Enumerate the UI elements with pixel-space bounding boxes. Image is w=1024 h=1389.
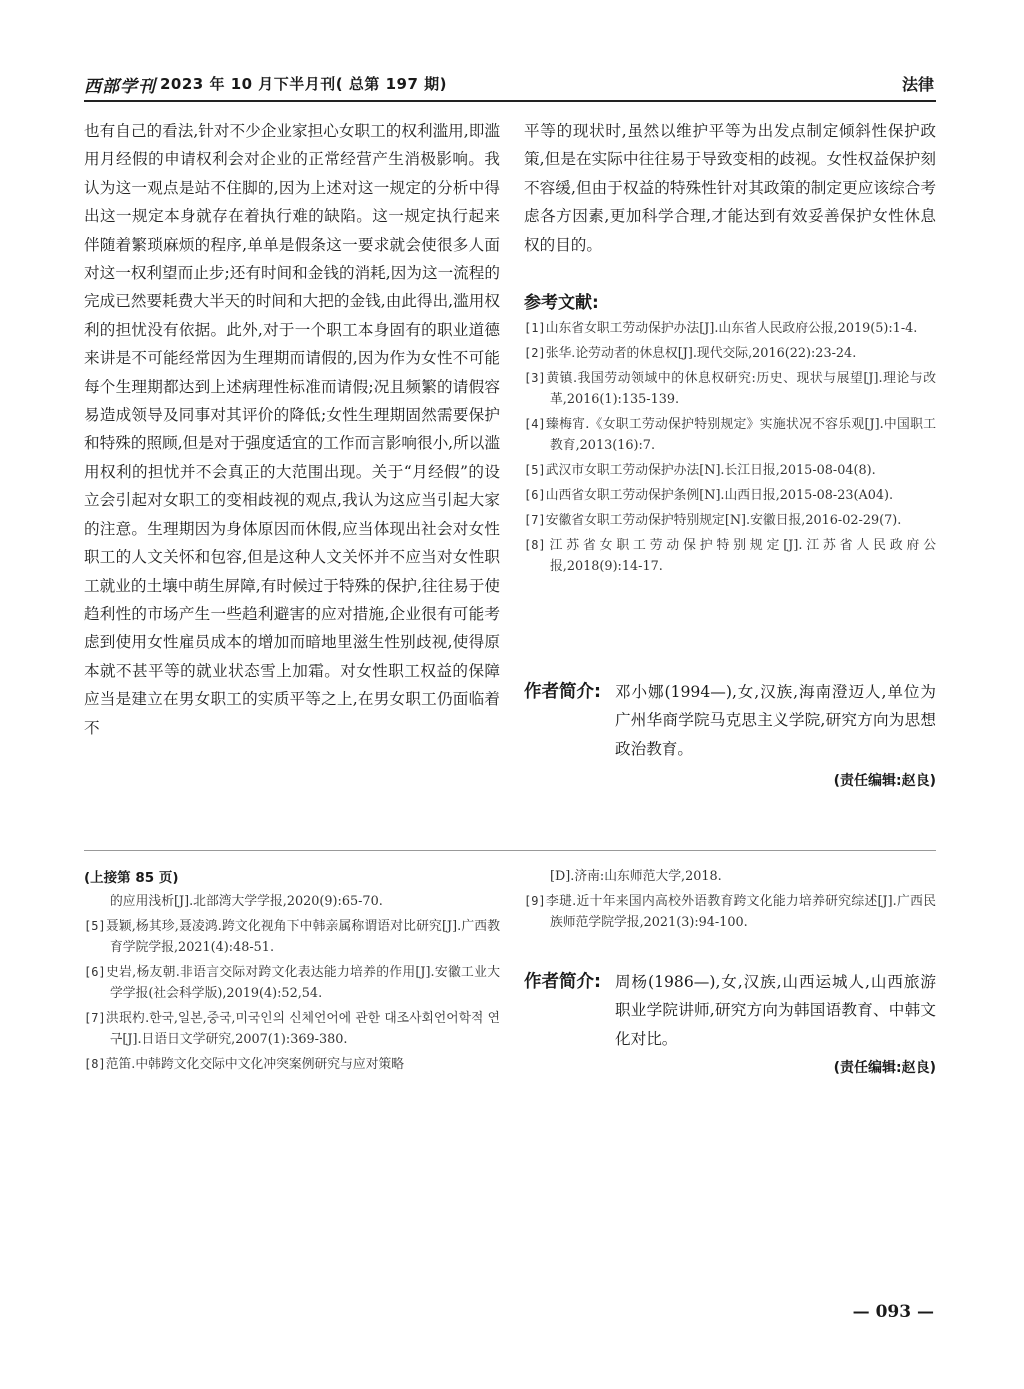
reference-number: [8] — [84, 1057, 106, 1071]
reference-text: 臻梅宵.《女职工劳动保护特别规定》实施状况不容乐观[J].中国职工教育,2013(16):7. — [545, 417, 936, 453]
reference-number: [1] — [524, 321, 546, 335]
header-rule — [84, 100, 936, 102]
author-bio-text: 周杨(1986—),女,汉族,山西运城人,山西旅游职业学院讲师,研究方向为韩国语教育、中韩文化对比。 — [615, 973, 936, 1048]
reference-text: 史岩,杨友朝.非语言交际对跨文化表达能力培养的作用[J].安徽工业大学学报(社会科学版),2019(4):52,54. — [105, 965, 500, 1001]
section-title: 法律 — [901, 75, 934, 94]
continued-right-first-line: [D].济南:山东师范大学,2018. — [550, 869, 722, 884]
author-bio-bottom — [524, 968, 936, 1048]
reference-item — [524, 510, 936, 531]
reference-item — [84, 1054, 500, 1075]
continued-references-left — [84, 916, 500, 1079]
reference-item — [524, 368, 936, 410]
reference-number: [7] — [524, 513, 546, 527]
reference-number: [8] — [524, 538, 546, 552]
author-bio-label: 作者简介: — [524, 972, 601, 992]
reference-number: [4] — [524, 417, 546, 431]
reference-item — [524, 891, 936, 933]
reference-item — [524, 414, 936, 456]
reference-number: [5] — [84, 919, 106, 933]
reference-text: 洪珉杓.한국,일본,중국,미국인의 신체언어에 관한 대조사회언어학적 연구[J].日语日文学研究,2007(1):369-380. — [105, 1011, 500, 1047]
reference-text: 武汉市女职工劳动保护办法[N].长江日报,2015-08-04(8). — [545, 463, 876, 478]
reference-number: [5] — [524, 463, 546, 477]
author-bio-label: 作者简介: — [524, 682, 601, 702]
reference-number: [7] — [84, 1011, 106, 1025]
reference-text: 黄镇.我国劳动领域中的休息权研究:历史、现状与展望[J].理论与改革,2016(1):135-139. — [545, 371, 936, 407]
journal-logo: 西部学刊 — [84, 77, 156, 97]
reference-item — [84, 916, 500, 958]
reference-text: 范笛.中韩跨文化交际中文化冲突案例研究与应对策略 — [105, 1057, 405, 1072]
body-text-right: 平等的现状时,虽然以维护平等为出发点制定倾斜性保护政策,但是在实际中往往易于导致变相的歧视。女性权益保护刻不容缓,但由于权益的特殊性针对其政策的制定更应该综合考虑各方因素,更加科学合理,才能达到有效妥善保护女性休息权的目的。 — [524, 122, 936, 254]
references-title: 参考文献: — [524, 293, 599, 313]
author-bio-top — [524, 678, 936, 758]
reference-number: [9] — [524, 894, 546, 908]
reference-item — [84, 962, 500, 1004]
issue-info: 2023 年 10 月下半月刊( 总第 197 期) — [160, 75, 447, 93]
reference-text: 安徽省女职工劳动保护特别规定[N].安徽日报,2016-02-29(7). — [545, 513, 902, 528]
reference-number: [2] — [524, 346, 546, 360]
editor-credit-top: (责任编辑:赵良) — [833, 773, 936, 789]
body-text-left: 也有自己的看法,针对不少企业家担心女职工的权利滥用,即滥用月经假的申请权利会对企业的正常经营产生消极影响。我认为这一观点是站不住脚的,因为上述对这一规定的分析中得出这一规定本身就存在着执行难的缺陷。这一规定执行起来伴随着繁琐麻烦的程序,单单是假条这一要求就会使很多人面对这一权利望而止步;还有时间和金钱的消耗,因为这一流程的完成已然要耗费大半天的时间和大把的金钱,由此得出,滥用权利的担忧没有依据。此外,对于一个职工本身固有的职业道德来讲是不可能经常因为生理期而请假的,因为作为女性不可能每个生理期都达到上述病理性标准而请假;况且频繁的请假容易造成领导及同事对其评价的降低;女性生理期固然需要保护和特殊的照顾,但是对于强度适宜的工作而言影响很小,所以滥用权利的担忧并不会真正的大范围出现。关于“月经假”的设立会引起对女职工的变相歧视的观点,我认为这应当引起大家的注意。生理期因为身体原因而休假,应当体现出社会对女性职工的人文关怀和包容,但是这种人文关怀并不应当对女性职工就业的土壤中萌生屏障,有时候过于特殊的保护,往往易于使趋利性的市场产生一些趋利避害的应对措施,企业很有可能考虑到使用女性雇员成本的增加而暗地里滋生性别歧视,使得原本就不甚平等的就业状态雪上加霜。对女性职工权益的保障应当是建立在男女职工的实质平等之上,在男女职工仍面临着不 — [84, 122, 500, 737]
author-bio-text: 邓小娜(1994—),女,汉族,海南澄迈人,单位为广州华商学院马克思主义学院,研究方向为思想政治教育。 — [615, 683, 936, 758]
reference-item — [84, 1008, 500, 1050]
continued-references-right — [524, 891, 936, 937]
reference-number: [6] — [84, 965, 106, 979]
editor-credit-bottom: (责任编辑:赵良) — [833, 1060, 936, 1076]
running-header — [84, 66, 936, 96]
references-list — [524, 318, 936, 581]
reference-number: [3] — [524, 371, 546, 385]
reference-text: 山西省女职工劳动保护条例[N].山西日报,2015-08-23(A04). — [545, 488, 894, 503]
section-divider — [84, 850, 936, 851]
reference-item — [524, 485, 936, 506]
reference-text: 张华.论劳动者的休息权[J].现代交际,2016(22):23-24. — [545, 346, 857, 361]
reference-text: 山东省女职工劳动保护办法[J].山东省人民政府公报,2019(5):1-4. — [545, 321, 918, 336]
reference-item — [524, 318, 936, 339]
reference-item — [524, 535, 936, 577]
continued-first-line: 的应用浅析[J].北部湾大学学报,2020(9):65-70. — [110, 894, 383, 909]
reference-number: [6] — [524, 488, 546, 502]
reference-item — [524, 460, 936, 481]
reference-text: 聂颖,杨其珍,聂凌鸿.跨文化视角下中韩亲属称谓语对比研究[J].广西教育学院学报,2021(4):48-51. — [105, 919, 500, 955]
reference-text: 江苏省女职工劳动保护特别规定[J].江苏省人民政府公报,2018(9):14-17. — [545, 538, 936, 574]
reference-text: 李琎.近十年来国内高校外语教育跨文化能力培养研究综述[J].广西民族师范学院学报,2021(3):94-100. — [545, 894, 936, 930]
page-number: — 093 — — [852, 1302, 934, 1322]
reference-item — [524, 343, 936, 364]
continued-label: (上接第 85 页) — [84, 870, 179, 886]
